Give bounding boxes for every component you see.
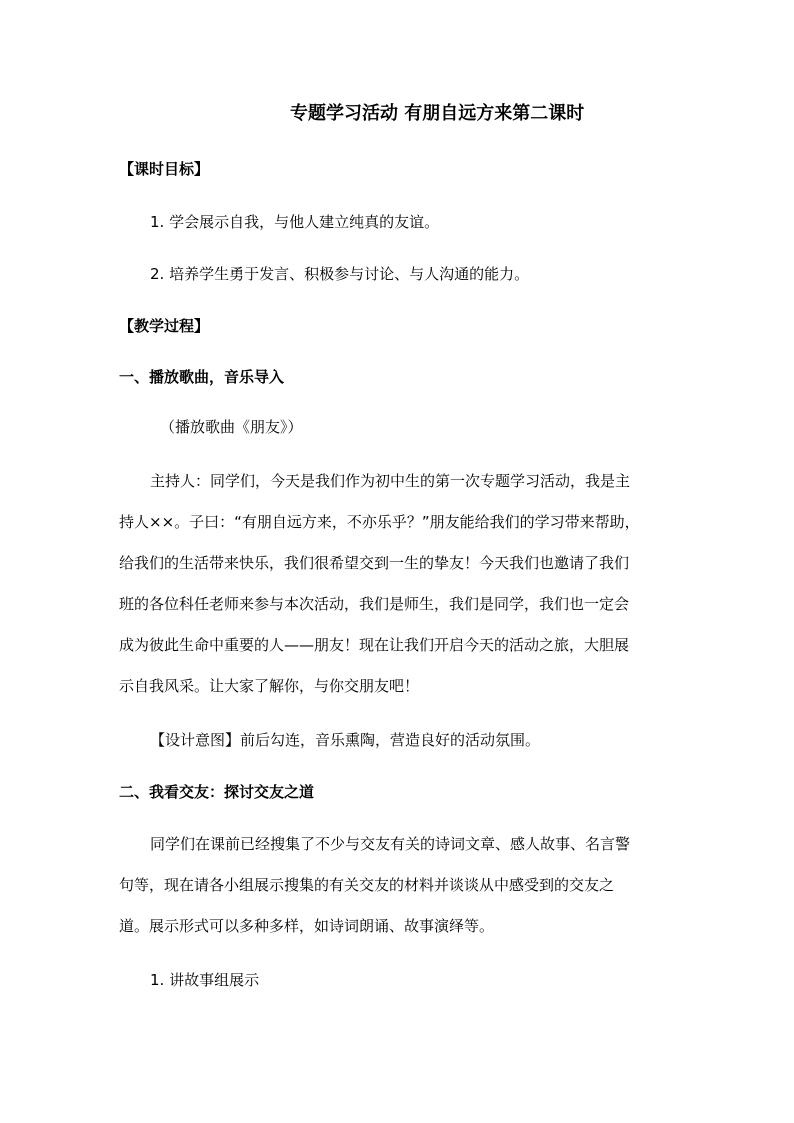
design-intent: 【设计意图】前后勾连，音乐熏陶，营造良好的活动氛围。	[150, 731, 541, 749]
goal-item-2: 2. 培养学生勇于发言、积极参与讨论、与人沟通的能力。	[150, 265, 530, 283]
item-1: 1. 讲故事组展示	[150, 971, 260, 989]
para-1-line: 主持人：同学们，今天是我们作为初中生的第一次专题学习活动，我是主	[150, 472, 631, 490]
para-1-line: 持人××。子曰：“有朋自远方来，不亦乐乎？”朋友能给我们的学习带来帮助，	[119, 513, 640, 531]
goal-item-1: 1. 学会展示自我，与他人建立纯真的友谊。	[150, 213, 440, 231]
para-2-line: 同学们在课前已经搜集了不少与交友有关的诗词文章、感人故事、名言警	[150, 835, 631, 853]
para-1-line: 给我们的生活带来快乐，我们很希望交到一生的挚友！今天我们也邀请了我们	[119, 554, 630, 572]
doc-title: 专题学习活动 有朋自远方来第二课时	[290, 103, 585, 124]
para-1-line: 班的各位科任老师来参与本次活动，我们是师生，我们是同学，我们也一定会	[119, 595, 630, 613]
part-2-heading: 二、我看交友：探讨交友之道	[119, 783, 315, 801]
para-1-line: 成为彼此生命中重要的人——朋友！现在让我们开启今天的活动之旅，大胆展	[119, 636, 630, 654]
section-goals-heading: 【课时目标】	[119, 160, 210, 178]
section-process-heading: 【教学过程】	[119, 317, 210, 335]
part-1-heading: 一、播放歌曲，音乐导入	[119, 368, 285, 386]
para-2-line: 道。展示形式可以多种多样，如诗词朗诵、故事演绎等。	[119, 917, 495, 935]
para-2-line: 句等，现在请各小组展示搜集的有关交友的材料并谈谈从中感受到的交友之	[119, 876, 615, 894]
para-1-line: 示自我风采。让大家了解你，与你交朋友吧！	[119, 677, 420, 695]
part-1-note: （播放歌曲《朋友》）	[160, 418, 303, 436]
